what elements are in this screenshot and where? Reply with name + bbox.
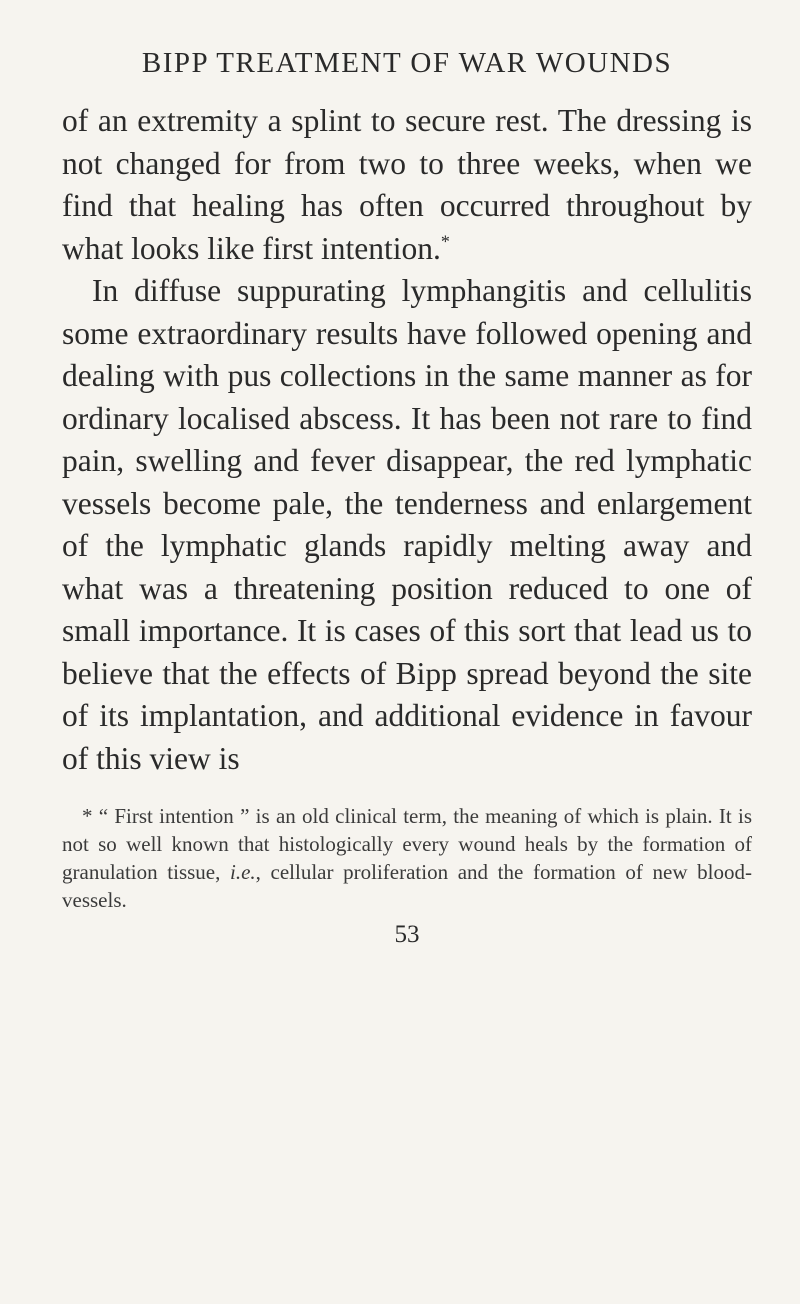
page-number: 53 [394,921,420,948]
paragraph-1-text: of an extremity a splint to secure rest. The dressing is not changed for from two to three weeks, when we find that healing has often occurred throughout by what looks like first intention. [62,103,752,266]
footnote-part-2: , cellular proliferation and the formation of new blood-vessels. [62,860,752,912]
running-head: BIPP TREATMENT OF WAR WOUNDS [141,47,673,79]
footnote [62,802,752,914]
footnote-ref-mark: * [440,231,450,251]
book-page [62,40,752,1280]
footnote-italic: i.e. [230,860,256,884]
footnote-text [62,802,752,914]
paragraph-2: In diffuse suppurating lymphangitis and cellulitis some extraordinary results have followed opening and dealing with pus collections in the same manner as for ordinary localised abscess. It has been not rare to find pain, swelling and fever disappear, the red lymphatic vessels become pale, the tenderness and enlargement of the lymphatic glands rapidly melting away and what was a threatening position reduced to one of small importance. It is cases of this sort that lead us to believe that the effects of Bipp spread beyond the site of its implantation, and additional evidence in favour of this view is [62,273,752,776]
body-text [62,100,752,780]
footnote-part-1: * “ First intention ” is an old clinical term, the meaning of which is plain. It is not so well known that histologically every wound heals by the formation of granulation tissue, [62,804,752,884]
paragraph-1 [62,100,752,270]
